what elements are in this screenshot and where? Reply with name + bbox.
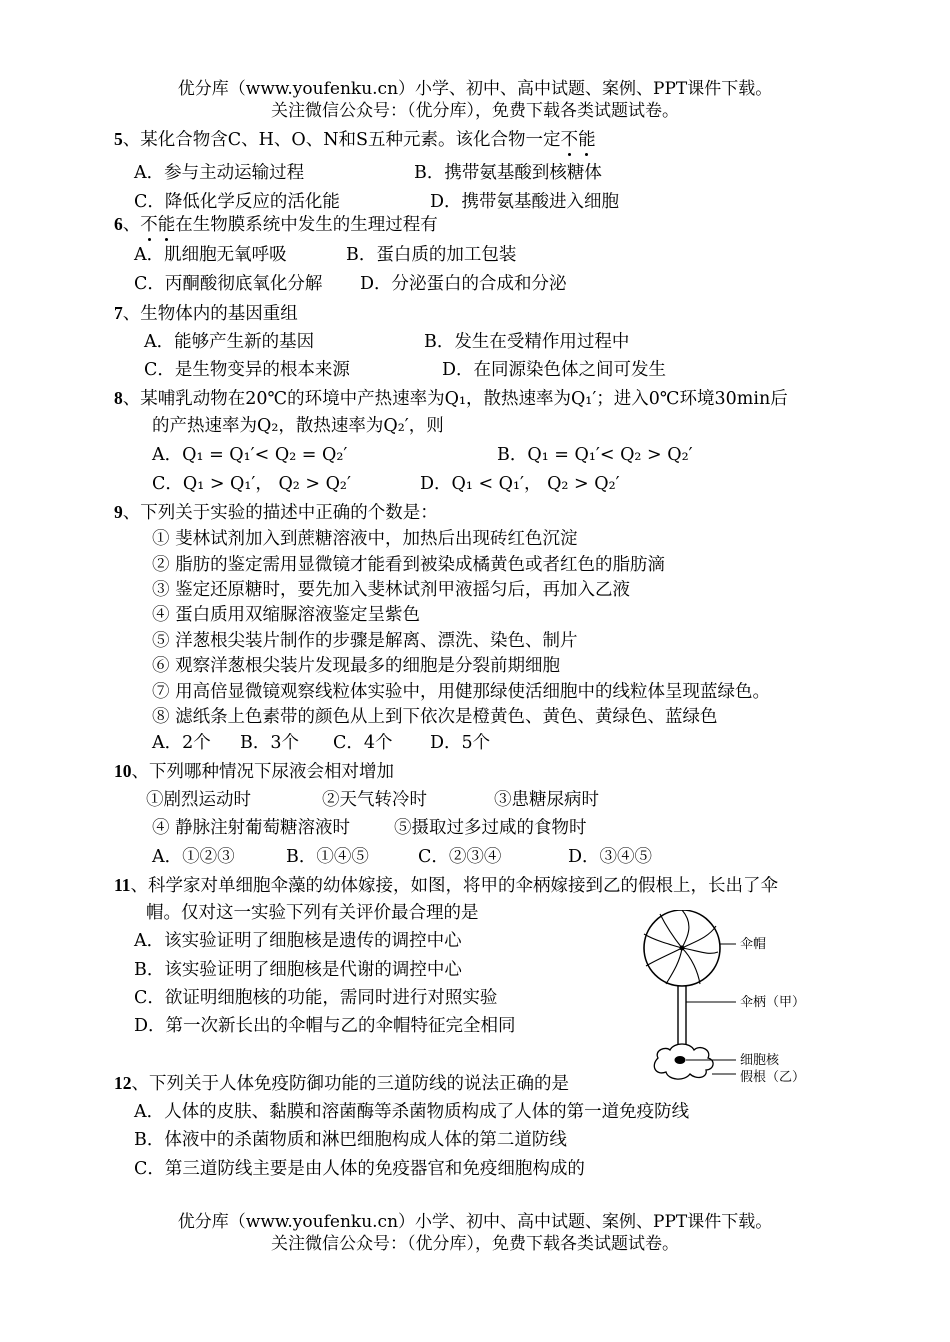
q8-option-c: C．Q₁ > Q₁′， Q₂ > Q₂′ [152, 474, 351, 494]
q12-option-c: C．第三道防线主要是由人体的免疫器官和免疫细胞构成的 [134, 1159, 585, 1179]
q6-option-a: A．肌细胞无氧呼吸 [134, 245, 287, 265]
q7-stem-text: 、生物体内的基因重组 [122, 304, 298, 324]
q9-item: ③ 鉴定还原糖时，要先加入斐林试剂甲液摇匀后，再加入乙液 [152, 580, 631, 600]
acetabularia-grafting-figure [636, 910, 846, 1090]
q5-option-b: B．携带氨基酸到核糖体 [414, 163, 602, 183]
q9-stem [114, 500, 438, 525]
q9-option-d: D．5个 [430, 733, 491, 753]
q9-option-c: C．4个 [333, 733, 393, 753]
q12-stem-text: 、下列关于人体免疫防御功能的三道防线的说法正确的是 [131, 1074, 569, 1094]
q9-option-b: B．3个 [240, 733, 299, 753]
q12-option-b: B．体液中的杀菌物质和淋巴细胞构成人体的第二道防线 [134, 1130, 567, 1150]
label-nucleus: 细胞核 [740, 1053, 780, 1068]
q8-stem-2: 的产热速率为Q₂，散热速率为Q₂′，则 [152, 416, 444, 436]
cap-drawing [644, 910, 720, 986]
q5-number: 5 [114, 129, 123, 149]
q10-item-3: ③患糖尿病时 [494, 790, 599, 810]
q9-item: ⑧ 滤纸条上色素带的颜色从上到下依次是橙黄色、黄色、黄绿色、蓝绿色 [152, 707, 718, 727]
q10-stem-text: 、下列哪种情况下尿液会相对增加 [131, 762, 394, 782]
q9-item: ① 斐林试剂加入到蔗糖溶液中，加热后出现砖红色沉淀 [152, 529, 578, 549]
q11-option-a: A．该实验证明了细胞核是遗传的调控中心 [134, 931, 462, 951]
q12-number: 12 [114, 1073, 132, 1093]
q5-emph-1: 不 [560, 130, 579, 150]
q6-stem [114, 212, 438, 237]
q5-emph-2: 能 [578, 130, 596, 150]
label-rhizoid: 假根（乙） [740, 1070, 806, 1085]
q8-number: 8 [114, 388, 123, 408]
q10-option-c: C．②③④ [418, 847, 502, 867]
q12-option-a: A．人体的皮肤、黏膜和溶菌酶等杀菌物质构成了人体的第一道免疫防线 [134, 1102, 690, 1122]
q10-option-d: D．③④⑤ [568, 847, 653, 867]
q7-number: 7 [114, 303, 123, 323]
q10-option-a: A．①②③ [152, 847, 235, 867]
q10-option-b: B．①④⑤ [286, 847, 369, 867]
q6-option-b: B．蛋白质的加工包装 [346, 245, 517, 265]
q11-stem-text: 、科学家对单细胞伞藻的幼体嫁接，如图，将甲的伞柄嫁接到乙的假根上，长出了伞 [130, 876, 779, 896]
q11-stem-2: 帽。仅对这一实验下列有关评价最合理的是 [146, 903, 479, 923]
q7-option-c: C．是生物变异的根本来源 [144, 360, 350, 380]
q6-emph-1: 不 [140, 215, 158, 235]
q5-stem [114, 127, 596, 152]
q8-option-d: D．Q₁ < Q₁′， Q₂ > Q₂′ [420, 474, 620, 494]
q8-option-a: A．Q₁ = Q₁′< Q₂ = Q₂′ [152, 445, 348, 465]
q6-option-d: D．分泌蛋白的合成和分泌 [360, 274, 567, 294]
q12-stem [114, 1071, 569, 1096]
footer-line-1: 优分库（www.youfenku.cn）小学、初中、高中试题、案例、PPT课件下载。 [177, 1212, 773, 1232]
q10-item-4: ④ 静脉注射葡萄糖溶液时 [152, 818, 351, 838]
q9-item: ④ 蛋白质用双缩脲溶液鉴定呈紫色 [152, 605, 421, 625]
q6-emph-2: 能 [157, 215, 176, 235]
q10-stem [114, 759, 394, 784]
q8-stem-text: 、某哺乳动物在20℃的环境中产热速率为Q₁，散热速率为Q₁′；进入0℃环境30min后 [122, 389, 788, 409]
q10-item-5: ⑤摄取过多过咸的食物时 [394, 818, 587, 838]
q9-number: 9 [114, 502, 123, 522]
q8-stem [114, 386, 788, 411]
header-line-1: 优分库（www.youfenku.cn）小学、初中、高中试题、案例、PPT课件下载。 [177, 79, 773, 99]
q9-stem-text: 、下列关于实验的描述中正确的个数是： [122, 503, 438, 523]
q10-item-2: ②天气转冷时 [322, 790, 427, 810]
q7-option-a: A．能够产生新的基因 [144, 332, 315, 352]
q10-item-1: ①剧烈运动时 [146, 790, 251, 810]
q5-option-d: D．携带氨基酸进入细胞 [430, 192, 620, 212]
q5-stem-text: 、某化合物含C、H、O、N和S五种元素。该化合物一定 [122, 130, 561, 150]
q6-sep: 、 [122, 215, 141, 235]
q5-option-a: A．参与主动运输过程 [134, 163, 305, 183]
q6-option-c: C．丙酮酸彻底氧化分解 [134, 274, 323, 294]
q10-number: 10 [114, 761, 132, 781]
label-cap: 伞帽 [740, 937, 767, 952]
q11-stem [114, 873, 778, 898]
q6-number: 6 [114, 214, 123, 234]
q5-option-c: C．降低化学反应的活化能 [134, 192, 340, 212]
q7-stem [114, 301, 298, 326]
q8-option-b: B．Q₁ = Q₁′< Q₂ > Q₂′ [497, 445, 693, 465]
q11-option-d: D．第一次新长出的伞帽与乙的伞帽特征完全相同 [134, 1016, 516, 1036]
q9-item: ② 脂肪的鉴定需用显微镜才能看到被染成橘黄色或者红色的脂肪滴 [152, 555, 666, 575]
q6-stem-text: 在生物膜系统中发生的生理过程有 [175, 215, 438, 235]
q11-option-b: B．该实验证明了细胞核是代谢的调控中心 [134, 960, 462, 980]
q7-option-b: B．发生在受精作用过程中 [424, 332, 630, 352]
footer-line-2: 关注微信公众号：（优分库），免费下载各类试题试卷。 [271, 1234, 679, 1254]
q9-item: ⑥ 观察洋葱根尖装片发现最多的细胞是分裂前期细胞 [152, 656, 561, 676]
q7-option-d: D．在同源染色体之间可发生 [442, 360, 667, 380]
label-stalk: 伞柄（甲） [740, 995, 806, 1010]
nucleus-dot [675, 1056, 686, 1064]
q9-item: ⑤ 洋葱根尖装片制作的步骤是解离、漂洗、染色、制片 [152, 631, 578, 651]
q9-item: ⑦ 用高倍显微镜观察线粒体实验中，用健那绿使活细胞中的线粒体呈现蓝绿色。 [152, 682, 771, 702]
q11-option-c: C．欲证明细胞核的功能，需同时进行对照实验 [134, 988, 498, 1008]
q9-option-a: A．2个 [152, 733, 211, 753]
q11-number: 11 [114, 875, 131, 895]
header-line-2: 关注微信公众号：（优分库），免费下载各类试题试卷。 [271, 101, 679, 121]
